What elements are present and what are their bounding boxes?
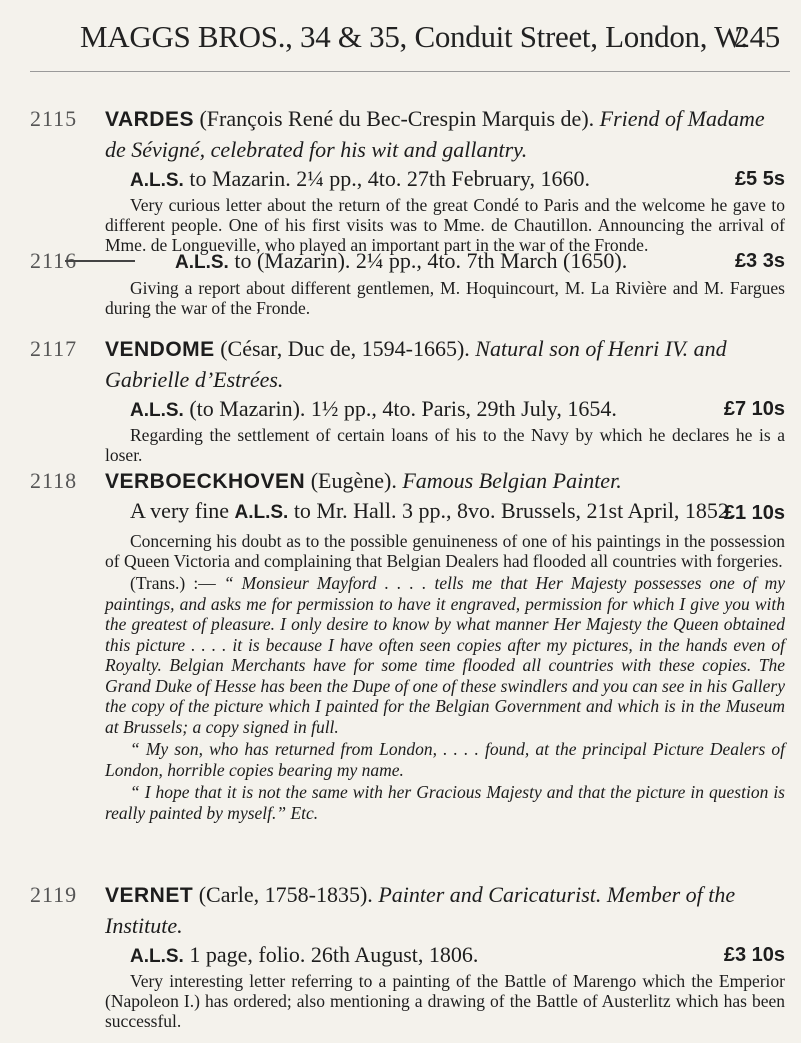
price: £3 3s (734, 250, 785, 272)
entry-heading (105, 334, 785, 395)
translation-text: “ Monsieur Mayford . . . . tells me that Her Majesty possesses one of my paintings, and asks me for permission to have it engraved, permission for which I give you with the greatest of pleasure. I only desire to know by what manner Her Majesty the Queen obtained this picture . . . . it is because I have often seen copies after my pictures, in the hands even of Royalty. Belgian Merchants have for some time flooded all countries with these copies. The Grand Duke of Hesse has been the Dupe of one of these swindlers and you can see in his Gallery the copy of the picture which I painted for the Belgian Government and which is in the Museum at Brussels; a copy signed in full. (105, 573, 786, 737)
details-text: to (Mazarin). 2¼ pp., 4to. 7th March (1650). (234, 248, 628, 273)
entry-description: Regarding the settlement of certain loans of his to the Navy by which he declares he is a loser. (105, 425, 785, 465)
translation-paragraph-3: “ I hope that it is not the same with her Gracious Majesty and that the picture in question is really painted by myself.” Etc. (105, 782, 785, 823)
als-label: A.L.S. (130, 170, 184, 191)
details-prefix: A very fine (130, 498, 229, 523)
translation-paragraph (105, 573, 785, 737)
price: £1 10s (723, 502, 785, 524)
entry-details (105, 497, 785, 527)
entry-name-detail: (Carle, 1758-1835). (198, 882, 373, 907)
details-text: (to Mazarin). 1½ pp., 4to. Paris, 29th July, 1654. (189, 396, 617, 421)
entry-epithet: Famous Belgian Painter. (402, 468, 622, 493)
entry-description: Concerning his doubt as to the possible genuineness of one of his paintings in the possession of Queen Victoria and complaining that Belgian Dealers had flooded all countries with forgeries. (105, 531, 785, 571)
lot-number: 2118 (30, 468, 78, 493)
lot-number: 2115 (30, 106, 78, 131)
entry-details (105, 395, 785, 425)
entry-name: VERBOECKHOVEN (105, 470, 306, 493)
entry-name: VERNET (105, 884, 194, 907)
price: £7 10s (723, 398, 785, 420)
price: £3 10s (723, 944, 785, 966)
als-label: A.L.S. (234, 502, 289, 523)
als-label: A.L.S. (130, 946, 184, 967)
entry-heading (105, 880, 785, 941)
price: £5 5s (734, 168, 785, 190)
details-text: to Mr. Hall. 3 pp., 8vo. Brussels, 21st April, 1852. (293, 498, 735, 523)
details-text: to Mazarin. 2¼ pp., 4to. 27th February, 1660. (189, 166, 590, 191)
lot-number: 2116 (30, 248, 78, 273)
lot-entry-2119 (30, 880, 785, 1031)
entry-details (105, 165, 785, 195)
entry-epithet: Friend of Madame de Sévigné, celebrated for his wit and gallantry. (105, 106, 765, 162)
header-rule (30, 71, 790, 72)
lot-number: 2117 (30, 336, 78, 361)
entry-epithet: Painter and Caricaturist. Member of the Institute. (105, 882, 736, 938)
lot-entry-2118 (30, 466, 786, 823)
entry-description: Giving a report about different gentlemen, M. Hoquincourt, M. La Rivière and M. Fargues during the war of the Fronde. (105, 278, 785, 318)
lot-number: 2119 (30, 882, 78, 907)
als-label: A.L.S. (175, 252, 229, 273)
entry-details (105, 246, 785, 278)
als-label: A.L.S. (130, 400, 184, 421)
lot-entry-2117 (30, 334, 785, 465)
running-title: MAGGS BROS., 34 & 35, Conduit Street, London, W. (80, 19, 748, 54)
entry-name: VENDOME (105, 338, 215, 361)
entry-heading (105, 104, 785, 165)
translation-intro: (Trans.) :— (130, 573, 216, 593)
entry-name-detail: (César, Duc de, 1594-1665). (220, 336, 470, 361)
entry-description: Very curious letter about the return of the great Condé to Paris and the welcome he gave to different people. One of his first visits was to Mme. de Chautillon. Announcing the arrival of Mme. de Longueville, who played an important part in the war of the Fronde. (105, 195, 785, 255)
running-header (80, 20, 780, 54)
entry-epithet: Natural son of Henri IV. and Gabrielle d’Estrées. (105, 336, 727, 392)
lot-entry-2115 (30, 104, 785, 255)
entry-heading (105, 466, 785, 497)
entry-name-detail: (François René du Bec-Crespin Marquis de). (199, 106, 595, 131)
entry-name: VARDES (105, 108, 194, 131)
entry-description: Very interesting letter referring to a painting of the Battle of Marengo which the Emperior (Napoleon I.) has ordered; also mentioning a drawing of the Battle of Austerlitz which has been successful. (105, 971, 785, 1031)
lot-entry-2116 (30, 246, 785, 318)
entry-details (105, 941, 785, 971)
page-number: 245 (734, 19, 780, 54)
entry-name-detail: (Eugène). (310, 468, 397, 493)
details-text: 1 page, folio. 26th August, 1806. (189, 942, 479, 967)
translation-paragraph-2: “ My son, who has returned from London, . . . . found, at the principal Picture Dealers of London, horrible copies bearing my name. (105, 739, 785, 780)
